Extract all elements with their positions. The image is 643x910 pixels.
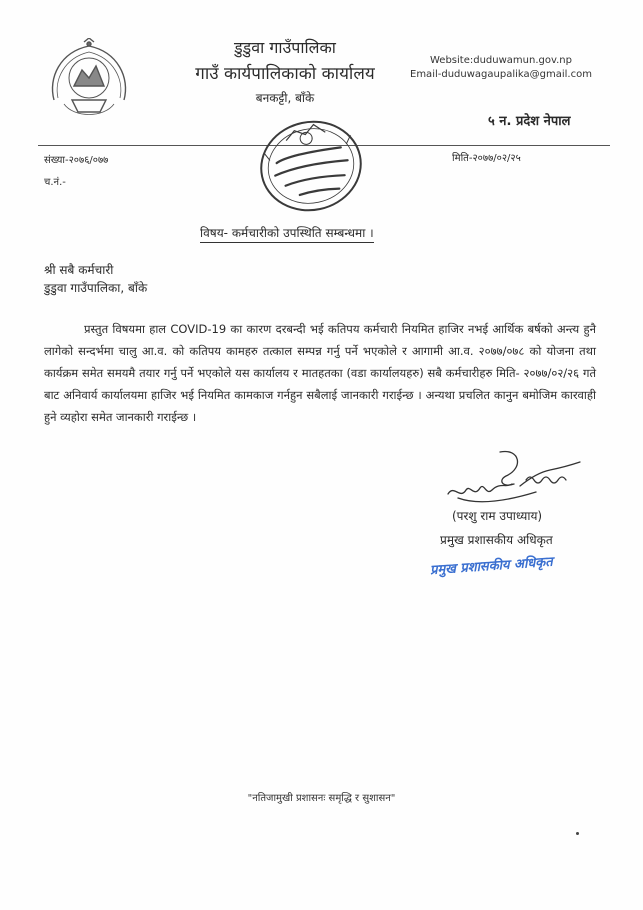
email-text: Email-duduwagaupalika@gmail.com [410, 69, 592, 80]
recipient-line-1: श्री सबै कर्मचारी [44, 263, 114, 277]
recipient-line-2: डुडुवा गाउँपालिका, बाँके [44, 281, 148, 295]
letter-subject: विषय- कर्मचारीको उपस्थिति सम्बन्धमा । [200, 225, 374, 243]
website-text: Website:duduwamun.gov.np [430, 55, 572, 66]
nepal-emblem-icon [44, 38, 134, 120]
signer-title: प्रमुख प्रशासकीय अधिकृत [440, 533, 553, 547]
signer-name: (परशु राम उपाध्याय) [452, 509, 543, 523]
org-address: बनकट्टी, बाँके [255, 91, 315, 105]
letter-date: मिति-२०७७/०२/२५ [452, 153, 521, 164]
footer-motto: "नतिजामुखी प्रशासनः समृद्धि र सुशासन" [247, 793, 396, 804]
office-stamp-icon [252, 112, 370, 220]
page-mark [576, 832, 579, 835]
reference-number: संख्या-२०७६/०७७ [44, 155, 109, 166]
dispatch-number: च.नं.- [44, 177, 66, 188]
org-name: डुडुवा गाउँपालिका [234, 38, 336, 57]
office-name: गाउँ कार्यपालिकाको कार्यालय [195, 64, 375, 84]
letter-body: प्रस्तुत विषयमा हाल COVID-19 का कारण दरबन्दी भई कतिपय कर्मचारी नियमित हाजिर नभई आर्थिक बर्षको अन्त्य हुनै लागेको सन्दर्भमा चालु आ.व. को कतिपय कामहरु तत्काल सम्पन्न गर्नु पर्ने भएकोले र आगामी आ.व. २०७७/०७८ को योजना तथा कार्यक्रम समेत समयमै तयार गर्नु पर्ने भएकोले यस कार्यालय र मातहतका (वडा कार्यालयहरु) सबै कर्मचारीहरु मिति- २०७७/०२/२६ गते बाट अनिवार्य कार्यालयमा हाजिर भई नियमित कामकाज गर्नहुन सबैलाई जानकारी गराईन्छ । अन्यथा प्रचलित कानुन बमोजिम कारवाही हुने व्यहोरा समेत जानकारी गराईन्छ । [44, 322, 596, 424]
province-text: ५ न. प्रदेश नेपाल [488, 114, 571, 129]
designation-stamp: प्रमुख प्रशासकीय अधिकृत [429, 554, 554, 579]
